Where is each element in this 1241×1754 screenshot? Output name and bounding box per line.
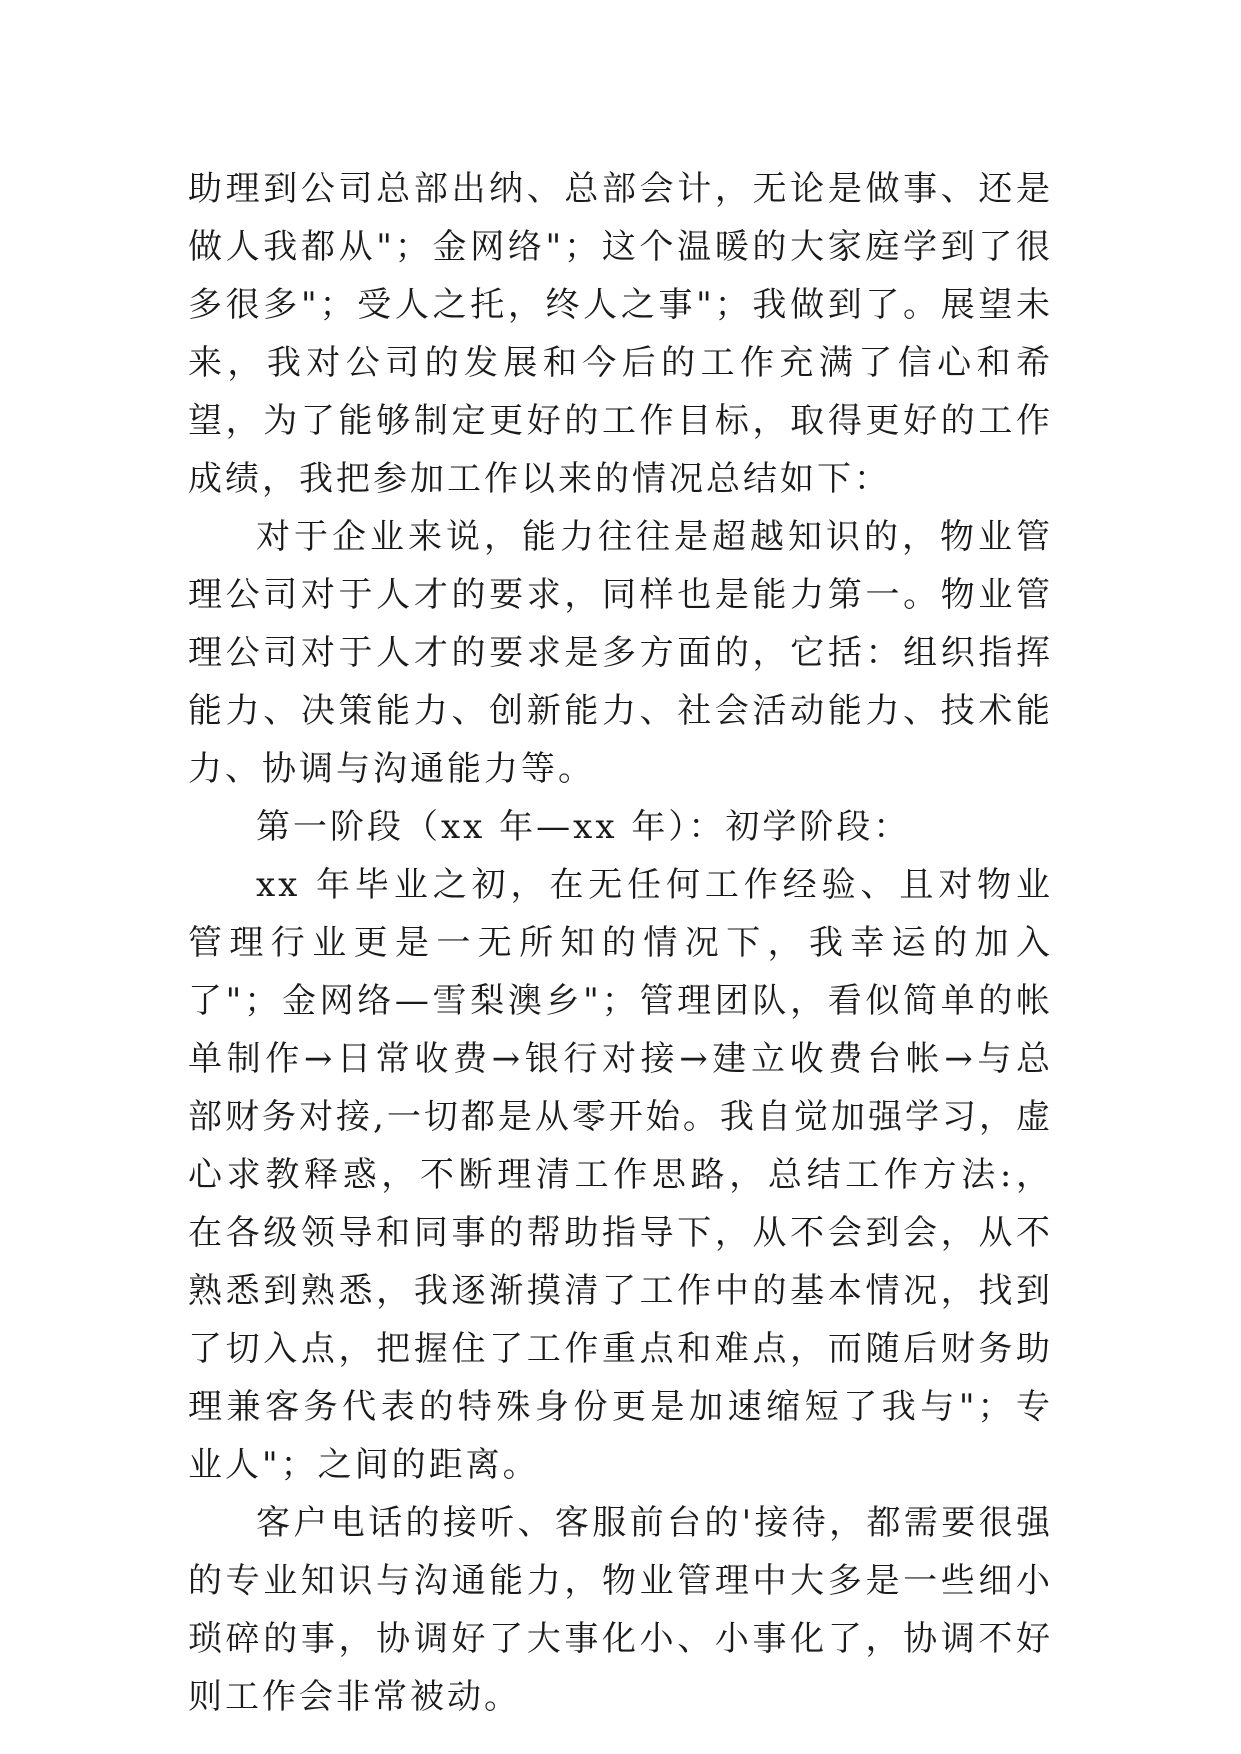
- document-body: [188, 160, 1053, 1726]
- paragraph-2: 对于企业来说，能力往往是超越知识的，物业管理公司对于人才的要求，同样也是能力第一。物业管理公司对于人才的要求是多方面的，它括：组织指挥能力、决策能力、创新能力、社会活动能力、技术能力、协调与沟通能力等。: [188, 517, 1053, 789]
- paragraph-3: 第一阶段（xx 年—xx 年）：初学阶段：: [256, 807, 911, 847]
- paragraph-5: 客户电话的接听、客服前台的'接待，都需要很强的专业知识与沟通能力，物业管理中大多是一些细小琐碎的事，协调好了大事化小、小事化了，协调不好则工作会非常被动。: [188, 1503, 1053, 1717]
- paragraph-4: xx 年毕业之初，在无任何工作经验、且对物业管理行业更是一无所知的情况下，我幸运的加入了"；金网络—雪梨澳乡"；管理团队，看似简单的帐单制作→日常收费→银行对接→建立收费台帐→与总部财务对接,一切都是从零开始。我自觉加强学习，虚心求教释惑，不断理清工作思路，总结工作方法:，在各级领导和同事的帮助指导下，从不会到会，从不熟悉到熟悉，我逐渐摸清了工作中的基本情况，找到了切入点，把握住了工作重点和难点，而随后财务助理兼客务代表的特殊身份更是加速缩短了我与"；专业人"；之间的距离。: [188, 865, 1053, 1485]
- paragraph-1: 助理到公司总部出纳、总部会计，无论是做事、还是做人我都从"；金网络"；这个温暖的大家庭学到了很多很多"；受人之托，终人之事"；我做到了。展望未来，我对公司的发展和今后的工作充满了信心和希望，为了能够制定更好的工作目标，取得更好的工作成绩，我把参加工作以来的情况总结如下：: [188, 169, 1053, 499]
